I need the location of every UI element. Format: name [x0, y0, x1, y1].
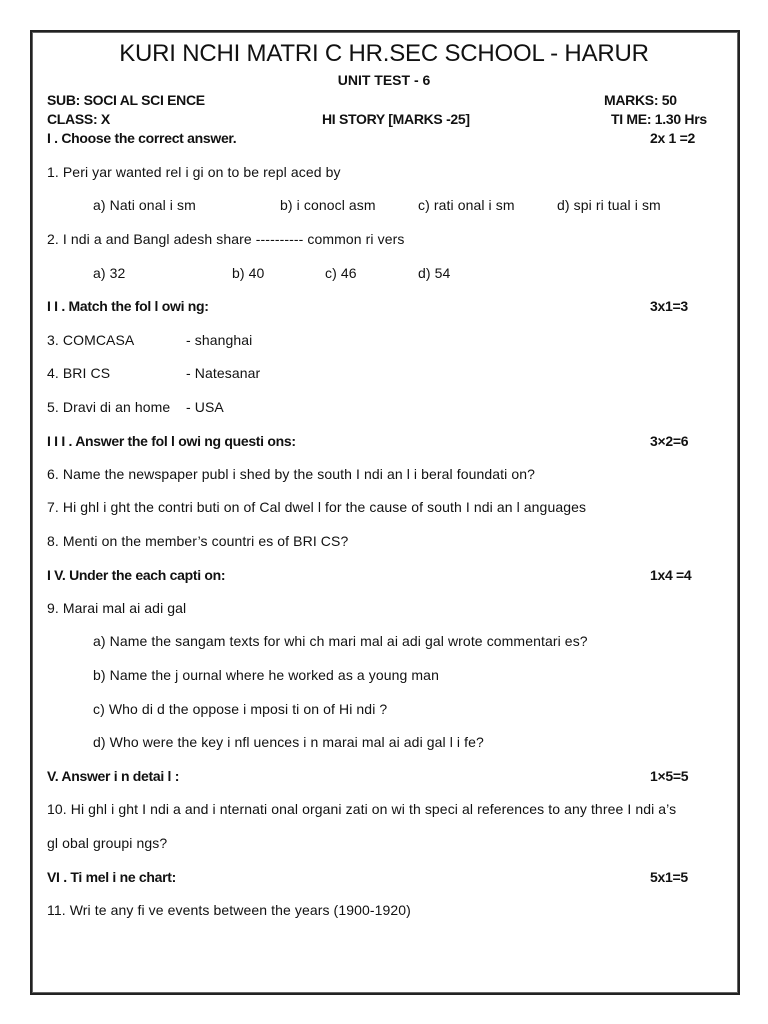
match-item-left: 3. COMCASA — [47, 332, 135, 348]
question-2: 2. I ndi a and Bangl adesh share ---------- common ri vers — [47, 231, 405, 247]
section-6-marks: 5x1=5 — [650, 869, 688, 885]
question-7: 7. Hi ghl i ght the contri buti on of Cal dwel l for the cause of south I ndi an l anguages — [47, 499, 587, 515]
question-10: 10. Hi ghl i ght I ndi a and i nternati onal organi zati on wi th speci al references to any three I ndi a’s — [47, 801, 677, 817]
q9-sub-c: c) Who di d the oppose i mposi ti on of Hi ndi ? — [93, 701, 388, 717]
question-9: 9. Marai mal ai adi gal — [47, 600, 187, 616]
school-title: KURI NCHI MATRI C HR.SEC SCHOOL - HARUR — [119, 40, 649, 67]
time-label: TI ME: 1.30 Hrs — [611, 111, 707, 127]
section-4-title: I V. Under the each capti on: — [47, 567, 226, 583]
subject-label: SUB: SOCI AL SCI ENCE — [47, 92, 205, 108]
match-item-left: 5. Dravi di an home — [47, 399, 171, 415]
q2-option-b: b) 40 — [232, 265, 265, 281]
section-2-title: I I . Match the fol l owi ng: — [47, 298, 209, 314]
q2-option-d: d) 54 — [418, 265, 451, 281]
section-3-title: I I I . Answer the fol l owi ng questi ons: — [47, 433, 296, 449]
q9-sub-d: d) Who were the key i nfl uences i n marai mal ai adi gal l i fe? — [93, 734, 484, 750]
question-1: 1. Peri yar wanted rel i gi on to be repl aced by — [47, 164, 341, 180]
q9-sub-a: a) Name the sangam texts for whi ch mari mal ai adi gal wrote commentari es? — [93, 633, 588, 649]
history-label: HI STORY [MARKS -25] — [322, 111, 470, 127]
class-label: CLASS: X — [47, 111, 110, 127]
q2-option-c: c) 46 — [325, 265, 357, 281]
question-10-continued: gl obal groupi ngs? — [47, 835, 168, 851]
test-title: UNIT TEST - 6 — [337, 72, 431, 88]
question-8: 8. Menti on the member’s countri es of BRI CS? — [47, 533, 349, 549]
q9-sub-b: b) Name the j ournal where he worked as a young man — [93, 667, 439, 683]
total-marks: MARKS: 50 — [604, 92, 677, 108]
q1-option-d: d) spi ri tual i sm — [557, 197, 661, 213]
q1-option-b: b) i conocl asm — [280, 197, 376, 213]
q1-option-c: c) rati onal i sm — [418, 197, 515, 213]
section-4-marks: 1x4 =4 — [650, 567, 692, 583]
match-item-right: - USA — [186, 399, 224, 415]
question-6: 6. Name the newspaper publ i shed by the south I ndi an l i beral foundati on? — [47, 466, 536, 482]
match-item-right: - shanghai — [186, 332, 253, 348]
section-1-title: I . Choose the correct answer. — [47, 130, 237, 146]
section-5-marks: 1×5=5 — [650, 768, 689, 784]
q2-option-a: a) 32 — [93, 265, 126, 281]
q1-option-a: a) Nati onal i sm — [93, 197, 196, 213]
section-2-marks: 3x1=3 — [650, 298, 688, 314]
section-3-marks: 3×2=6 — [650, 433, 689, 449]
section-6-title: VI . Ti mel i ne chart: — [47, 869, 176, 885]
question-11: 11. Wri te any fi ve events between the years (1900-1920) — [47, 902, 411, 918]
section-1-marks: 2x 1 =2 — [650, 130, 695, 146]
match-item-right: - Natesanar — [186, 365, 261, 381]
section-5-title: V. Answer i n detai l : — [47, 768, 180, 784]
match-item-left: 4. BRI CS — [47, 365, 111, 381]
